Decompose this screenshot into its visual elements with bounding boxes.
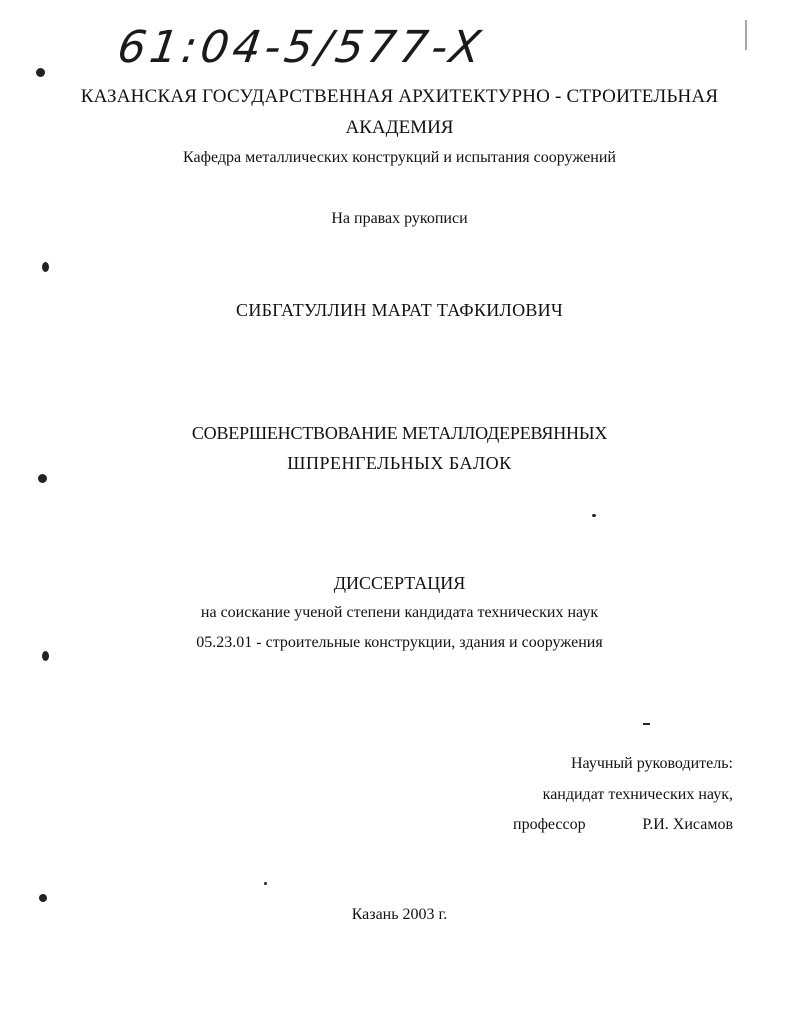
thesis-title-line2: ШПРЕНГЕЛЬНЫХ БАЛОК	[287, 453, 512, 473]
scan-speck	[42, 651, 49, 661]
department-name: Кафедра металлических конструкций и испытания сооружений	[183, 149, 616, 166]
work-type: ДИССЕРТАЦИЯ	[333, 573, 466, 593]
supervisor-rank: профессор	[513, 816, 586, 833]
scan-mark	[643, 723, 650, 725]
scan-speck	[42, 262, 49, 272]
institution-name: КАЗАНСКАЯ ГОСУДАРСТВЕННАЯ АРХИТЕКТУРНО - СТРОИТЕЛЬНАЯ	[80, 86, 719, 107]
city-year: Казань 2003 г.	[351, 906, 448, 923]
author-name: СИБГАТУЛЛИН МАРАТ ТАФКИЛОВИЧ	[236, 300, 563, 320]
specialty-line: 05.23.01 - строительные конструкции, здания и сооружения	[196, 634, 603, 651]
supervisor-heading: Научный руководитель:	[570, 755, 733, 772]
degree-line: на соискание ученой степени кандидата технических наук	[200, 604, 599, 621]
supervisor-name: Р.И. Хисамов	[642, 816, 733, 833]
thesis-title-line1: СОВЕРШЕНСТВОВАНИЕ МЕТАЛЛОДЕРЕВЯННЫХ	[191, 423, 608, 443]
scan-speck	[39, 894, 47, 902]
institution-name-continued: АКАДЕМИЯ	[345, 117, 454, 138]
scan-speck	[38, 474, 47, 483]
supervisor-rank-name	[513, 816, 733, 834]
scan-speck	[36, 68, 45, 77]
scan-speck	[264, 882, 267, 885]
scan-speck	[592, 514, 596, 517]
supervisor-degree: кандидат технических наук,	[542, 786, 733, 803]
scan-mark	[745, 20, 747, 50]
manuscript-note: На правах рукописи	[331, 210, 468, 227]
handwritten-archive-code: 61:04-5/577-X	[114, 22, 488, 73]
